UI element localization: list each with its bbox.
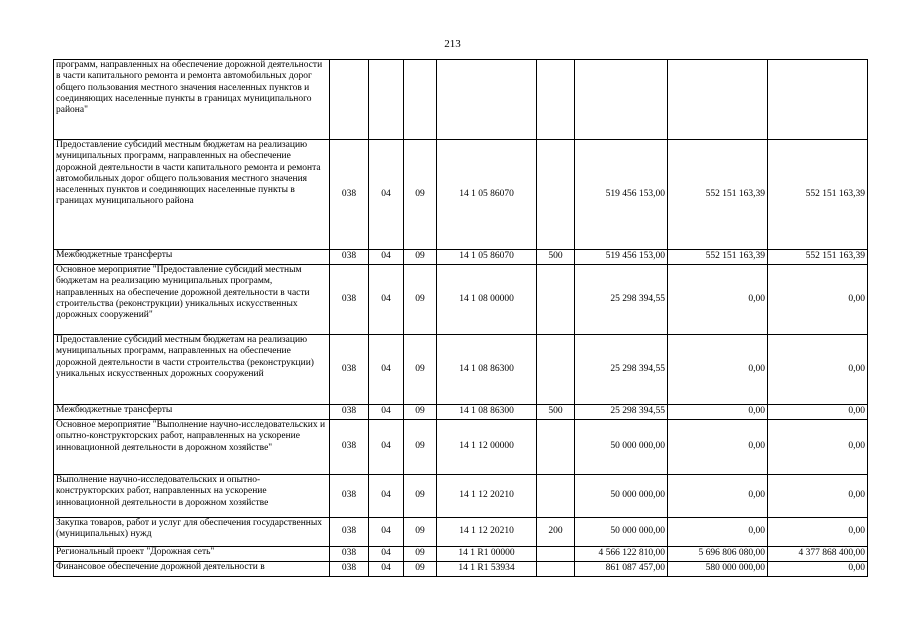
- row-name: Основное мероприятие "Выполнение научно-исследовательских и опытно-конструкторских работ, направленных на ускорение инновационной деятельности в дорожном хозяйстве": [54, 420, 330, 475]
- row-name: Межбюджетные трансферты: [54, 405, 330, 420]
- amount-year-3: 0,00: [768, 562, 868, 577]
- amount-year-1: 25 298 394,55: [575, 335, 668, 405]
- target-article: 14 1 12 20210: [437, 518, 537, 547]
- target-article: 14 1 08 00000: [437, 265, 537, 335]
- amount-year-3: 0,00: [768, 420, 868, 475]
- page-number: 213: [444, 38, 461, 50]
- expense-type: 500: [537, 405, 575, 420]
- expense-type: [537, 335, 575, 405]
- target-article: 14 1 05 86070: [437, 250, 537, 265]
- target-article: 14 1 05 86070: [437, 140, 537, 250]
- expense-type: [537, 265, 575, 335]
- budget-table: [53, 59, 868, 577]
- expense-type: 200: [537, 518, 575, 547]
- section-code: 04: [369, 475, 404, 518]
- amount-year-2: 0,00: [668, 475, 768, 518]
- table-row: [54, 547, 868, 562]
- section-code: 04: [369, 250, 404, 265]
- subsection-code: 09: [404, 405, 437, 420]
- target-article: 14 1 12 00000: [437, 420, 537, 475]
- row-name: Предоставление субсидий местным бюджетам на реализацию муниципальных программ, направленных на обеспечение дорожной деятельности в части капитального ремонта и ремонта автомобильных дорог общего пользования местного значения населенных пунктов и соединяющих населенные пункты в границах муниципального района: [54, 140, 330, 250]
- amount-year-1: 25 298 394,55: [575, 405, 668, 420]
- row-name: Региональный проект "Дорожная сеть": [54, 547, 330, 562]
- expense-type: [537, 547, 575, 562]
- table-row: [54, 518, 868, 547]
- row-name: Финансовое обеспечение дорожной деятельности в: [54, 562, 330, 577]
- subsection-code: 09: [404, 518, 437, 547]
- row-name: Выполнение научно-исследовательских и опытно-конструкторских работ, направленных на ускорение инновационной деятельности в дорожном хозяйстве: [54, 475, 330, 518]
- section-code: 04: [369, 405, 404, 420]
- row-name: Межбюджетные трансферты: [54, 250, 330, 265]
- amount-year-1: 25 298 394,55: [575, 265, 668, 335]
- section-code: 04: [369, 547, 404, 562]
- table-row: [54, 475, 868, 518]
- amount-year-2: 5 696 806 080,00: [668, 547, 768, 562]
- ministry-code: 038: [330, 475, 369, 518]
- amount-year-1: 50 000 000,00: [575, 420, 668, 475]
- ministry-code: 038: [330, 335, 369, 405]
- subsection-code: 09: [404, 335, 437, 405]
- table-row: [54, 60, 868, 140]
- ministry-code: 038: [330, 140, 369, 250]
- expense-type: [537, 475, 575, 518]
- row-name: Закупка товаров, работ и услуг для обеспечения государственных (муниципальных) нужд: [54, 518, 330, 547]
- row-name: программ, направленных на обеспечение дорожной деятельности в части капитального ремонта и ремонта автомобильных дорог общего пользования местного значения населенных пунктов и соединяющих населенные пункты в границах муниципального района": [54, 60, 330, 140]
- amount-year-2: 552 151 163,39: [668, 140, 768, 250]
- amount-year-1: 519 456 153,00: [575, 250, 668, 265]
- expense-type: [537, 140, 575, 250]
- table-row: [54, 420, 868, 475]
- target-article: 14 1 R1 53934: [437, 562, 537, 577]
- expense-type: [537, 562, 575, 577]
- amount-year-1: 50 000 000,00: [575, 518, 668, 547]
- target-article: 14 1 08 86300: [437, 405, 537, 420]
- ministry-code: 038: [330, 420, 369, 475]
- subsection-code: 09: [404, 420, 437, 475]
- table-row: [54, 265, 868, 335]
- expense-type: 500: [537, 250, 575, 265]
- section-code: 04: [369, 562, 404, 577]
- amount-year-3: 0,00: [768, 405, 868, 420]
- amount-year-3: [768, 60, 868, 140]
- amount-year-3: 552 151 163,39: [768, 250, 868, 265]
- expense-type: [537, 60, 575, 140]
- amount-year-3: 4 377 868 400,00: [768, 547, 868, 562]
- table-row: [54, 562, 868, 577]
- ministry-code: 038: [330, 250, 369, 265]
- amount-year-1: 519 456 153,00: [575, 140, 668, 250]
- amount-year-1: 50 000 000,00: [575, 475, 668, 518]
- amount-year-2: 580 000 000,00: [668, 562, 768, 577]
- section-code: 04: [369, 518, 404, 547]
- amount-year-3: 0,00: [768, 335, 868, 405]
- subsection-code: 09: [404, 562, 437, 577]
- amount-year-1: 861 087 457,00: [575, 562, 668, 577]
- ministry-code: [330, 60, 369, 140]
- amount-year-2: 0,00: [668, 405, 768, 420]
- amount-year-2: 0,00: [668, 420, 768, 475]
- table-row: [54, 250, 868, 265]
- table-row: [54, 335, 868, 405]
- row-name: Предоставление субсидий местным бюджетам на реализацию муниципальных программ, направленных на обеспечение дорожной деятельности в части строительства (реконструкции) уникальных искусственных дорожных сооружений: [54, 335, 330, 405]
- section-code: 04: [369, 265, 404, 335]
- section-code: 04: [369, 140, 404, 250]
- amount-year-3: 0,00: [768, 518, 868, 547]
- ministry-code: 038: [330, 518, 369, 547]
- subsection-code: 09: [404, 140, 437, 250]
- amount-year-2: 0,00: [668, 335, 768, 405]
- ministry-code: 038: [330, 265, 369, 335]
- target-article: 14 1 R1 00000: [437, 547, 537, 562]
- amount-year-3: 552 151 163,39: [768, 140, 868, 250]
- section-code: 04: [369, 420, 404, 475]
- target-article: [437, 60, 537, 140]
- expense-type: [537, 420, 575, 475]
- amount-year-3: 0,00: [768, 265, 868, 335]
- subsection-code: 09: [404, 475, 437, 518]
- table-row: [54, 405, 868, 420]
- section-code: 04: [369, 335, 404, 405]
- subsection-code: 09: [404, 250, 437, 265]
- row-name: Основное мероприятие "Предоставление субсидий местным бюджетам на реализацию муниципальных программ, направленных на обеспечение дорожной деятельности в части строительства (реконструкции) уникальных искусственных дорожных сооружений": [54, 265, 330, 335]
- amount-year-3: 0,00: [768, 475, 868, 518]
- target-article: 14 1 12 20210: [437, 475, 537, 518]
- amount-year-2: [668, 60, 768, 140]
- target-article: 14 1 08 86300: [437, 335, 537, 405]
- amount-year-1: [575, 60, 668, 140]
- ministry-code: 038: [330, 405, 369, 420]
- amount-year-2: 0,00: [668, 265, 768, 335]
- subsection-code: 09: [404, 265, 437, 335]
- section-code: [369, 60, 404, 140]
- amount-year-1: 4 566 122 810,00: [575, 547, 668, 562]
- amount-year-2: 0,00: [668, 518, 768, 547]
- amount-year-2: 552 151 163,39: [668, 250, 768, 265]
- table-row: [54, 140, 868, 250]
- subsection-code: [404, 60, 437, 140]
- ministry-code: 038: [330, 547, 369, 562]
- subsection-code: 09: [404, 547, 437, 562]
- table-body: [54, 60, 868, 577]
- ministry-code: 038: [330, 562, 369, 577]
